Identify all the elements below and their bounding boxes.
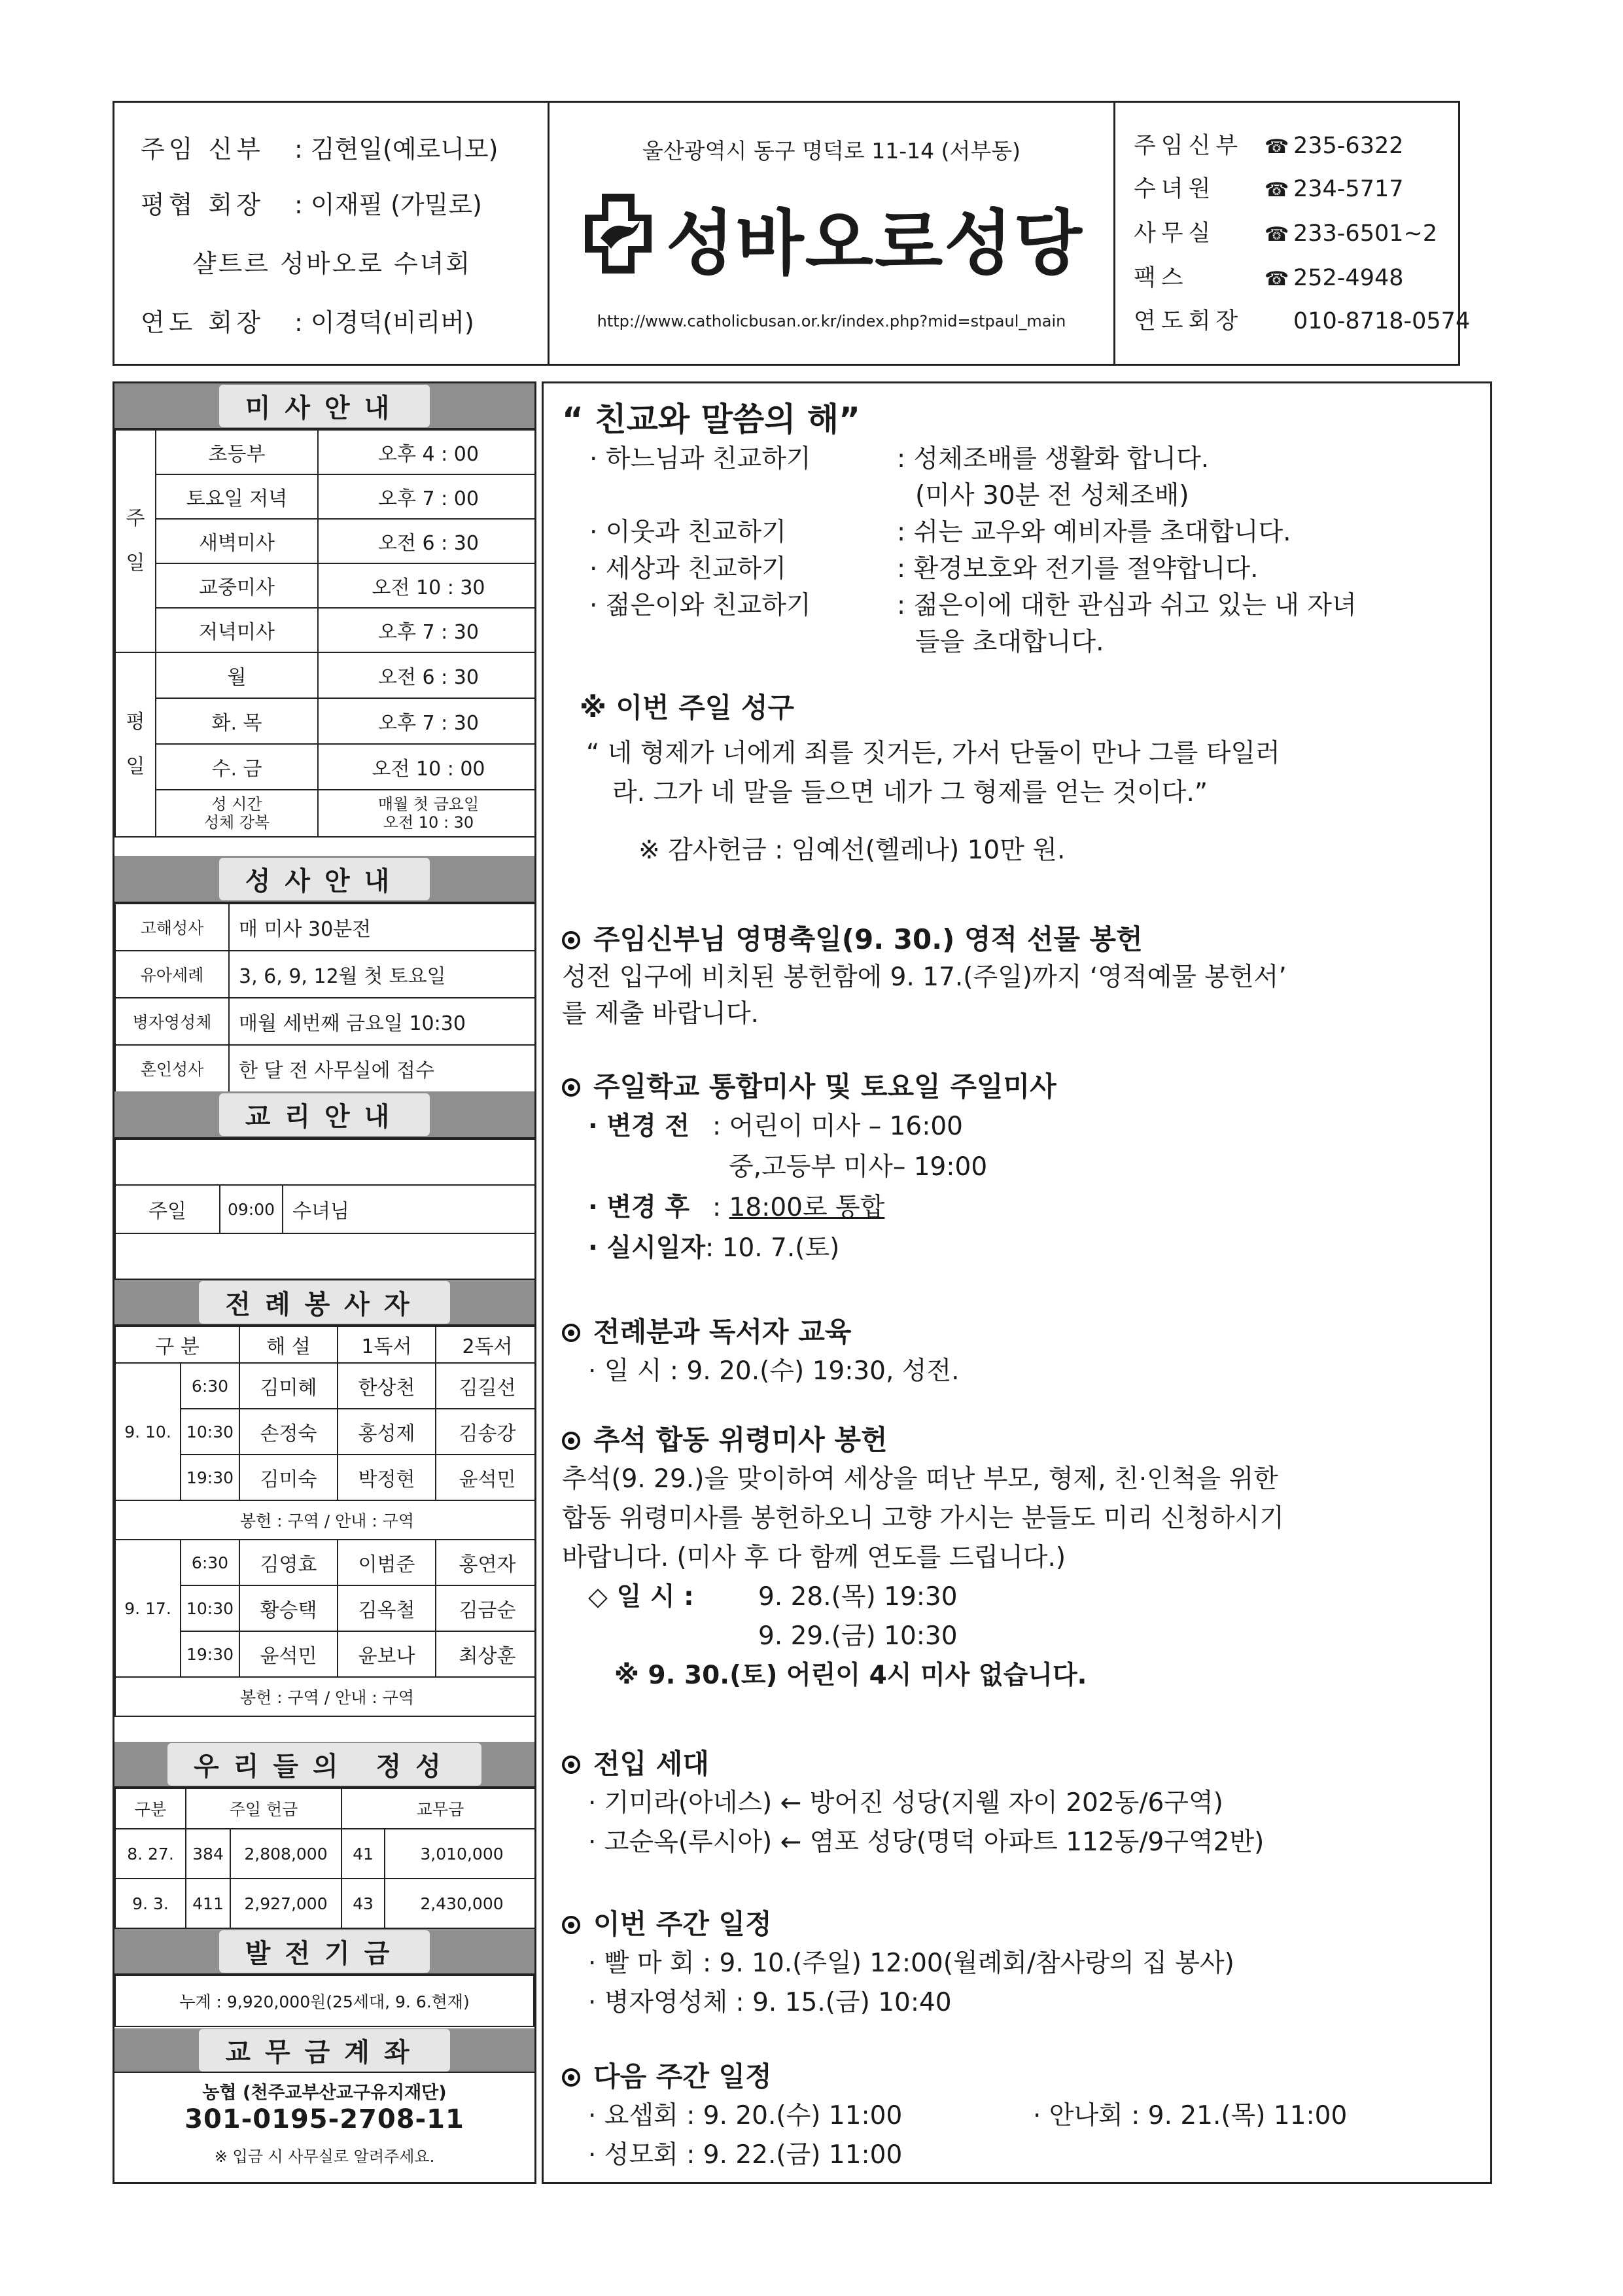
- header-religious-order: 샬트르 성바오로 수녀회: [192, 249, 472, 278]
- table-row: 봉헌 : 구역 / 안내 : 구역: [115, 1677, 536, 1716]
- servers-section-title: 전례봉사자: [199, 1281, 449, 1324]
- phone-icon: ☎: [1265, 179, 1289, 202]
- table-row: 화. 목 오후 7 : 30: [115, 698, 536, 744]
- header-prayer-row: 연도 회장 : 이경덕(비리버): [141, 308, 474, 337]
- fellowship-line: (미사 30분 전 성체조배): [915, 481, 1189, 510]
- church-name: 성바오로성당: [666, 203, 1083, 285]
- table-row: 평일 월 오전 6 : 30: [115, 652, 536, 698]
- phone-icon: ☎: [1265, 135, 1289, 158]
- this-week-section: 이번 주간 일정 · 빨 마 회 : 9. 10.(주일) 12:00(월례회/참사랑의 집 봉사) · 병자영성체 : 9. 15.(금) 10:40: [544, 1905, 1490, 2022]
- header-pastor-row: 주임 신부 : 김현일(예로니모): [141, 135, 498, 164]
- church-address: 울산광역시 동구 명덕로 11-14 (서부동): [642, 138, 1021, 164]
- account-section-bar: [114, 2028, 534, 2073]
- header-contacts-panel: [1115, 103, 1471, 364]
- table-row: [115, 1139, 536, 1185]
- school-mass-section: 주일학교 통합미사 및 토요일 주일미사 · 변경 전 : 어린이 미사 – 16:00 중,고등부 미사– 19:00 · 변경 후 : 18:00로 통합 · 실시일자: 10. 7.(토): [544, 1067, 1490, 1269]
- verse-line: “ 네 형제가 너에게 죄를 짓거든, 가서 단둘이 만나 그를 타일러: [586, 739, 1280, 768]
- announcements-panel: [542, 381, 1492, 2184]
- table-row: 10:30 황승택 김옥철 김금순: [115, 1585, 536, 1631]
- header-title-panel: [550, 103, 1115, 364]
- table-row: 구분 주일 헌금 교무금: [115, 1788, 536, 1829]
- table-row: 저녁미사 오후 7 : 30: [115, 608, 536, 652]
- bullet-icon: [562, 1324, 580, 1342]
- table-row: 10:30 손정숙 홍성제 김송강: [115, 1409, 536, 1455]
- contact-row: 주임신부 ☎ 235-6322: [1134, 133, 1404, 159]
- thanks-offering: ※ 감사헌금 : 임예선(헬레나) 10만 원.: [638, 836, 1066, 865]
- verse-section: [544, 688, 1490, 870]
- servers-table: [114, 1326, 536, 1717]
- sacraments-table: [114, 903, 536, 1093]
- bullet-icon: [562, 1916, 580, 1934]
- lector-training-section: 전례분과 독서자 교육 · 일 시 : 9. 20.(수) 19:30, 성전.: [544, 1313, 1490, 1391]
- newcomers-section: 전입 세대 · 기미라(아네스) ← 방어진 성당(지웰 자이 202동/6구역) · 고순옥(루시아) ← 염포 성당(명덕 아파트 112동/9구역2반): [544, 1744, 1490, 1862]
- year-theme-section: [544, 398, 1490, 661]
- sacraments-section-title: 성사안내: [219, 858, 430, 900]
- table-row: 19:30 윤석민 윤보나 최상훈: [115, 1631, 536, 1677]
- contact-row: 팩스 ☎ 252-4948: [1134, 265, 1404, 291]
- catechism-section-bar: [114, 1091, 534, 1139]
- contact-row: 연도회장 010-8718-0574: [1134, 308, 1471, 334]
- mass-section-title: 미사안내: [219, 385, 430, 427]
- fellowship-line: · 하느님과 친교하기 : 성체조배를 생활화 합니다.: [589, 444, 1210, 474]
- account-bank: 농협 (천주교부산교구유지재단): [202, 2083, 447, 2103]
- account-number: 301-0195-2708-11: [184, 2104, 464, 2134]
- fund-section-title: 발전기금: [219, 1930, 430, 1973]
- table-row: 구 분 해 설 1독서 2독서: [115, 1326, 536, 1363]
- year-theme-title: “ 친교와 말씀의 해”: [562, 400, 861, 438]
- fellowship-line: · 세상과 친교하기 : 환경보호와 전기를 절약합니다.: [589, 554, 1259, 584]
- table-row: 혼인성사 한 달 전 사무실에 접수: [115, 1045, 536, 1092]
- verse-line: 라. 그가 네 말을 들으면 네가 그 형제를 얻는 것이다.”: [612, 778, 1208, 807]
- church-url[interactable]: http://www.catholicbusan.or.kr/index.php?mid=stpaul_main: [597, 312, 1066, 330]
- bullet-icon: [562, 1078, 580, 1097]
- sunday-label: 주일: [115, 430, 156, 652]
- bullet-icon: [562, 1432, 580, 1450]
- table-row: 토요일 저녁 오후 7 : 00: [115, 474, 536, 519]
- table-row: 주일 09:00 수녀님: [115, 1185, 536, 1233]
- table-row: 병자영성체 매월 세번째 금요일 10:30: [115, 998, 536, 1045]
- mass-section-bar: [114, 383, 534, 429]
- table-row: 9. 10. 6:30 김미혜 한상천 김길선: [115, 1363, 536, 1409]
- bullet-icon: [562, 2068, 580, 2087]
- fund-table: [114, 1975, 534, 2027]
- servers-section-bar: [114, 1280, 534, 1326]
- weekday-label: 평일: [115, 652, 156, 837]
- contact-row: 수녀원 ☎ 234-5717: [1134, 176, 1404, 202]
- church-logo-icon: [582, 191, 654, 276]
- phone-icon: ☎: [1265, 223, 1289, 246]
- offering-section-title: 우리들의 정성: [167, 1743, 481, 1786]
- bullet-icon: [562, 1756, 580, 1774]
- table-row: 새벽미사 오전 6 : 30: [115, 519, 536, 563]
- table-row: 유아세례 3, 6, 9, 12월 첫 토요일: [115, 951, 536, 998]
- info-sidebar: [113, 381, 536, 2184]
- account-note: ※ 입금 시 사무실로 알려주세요.: [214, 2147, 435, 2166]
- fellowship-line: 들을 초대합니다.: [915, 627, 1104, 657]
- fellowship-line: · 젊은이와 친교하기 : 젊은이에 대한 관심과 쉬고 있는 내 자녀: [589, 591, 1357, 620]
- table-row: 고해성사 매 미사 30분전: [115, 904, 536, 951]
- account-section-title: 교무금계좌: [199, 2029, 449, 2072]
- table-row: 봉헌 : 구역 / 안내 : 구역: [115, 1500, 536, 1540]
- offering-section-bar: [114, 1742, 534, 1788]
- table-row: 성 시간 성체 강복 매월 첫 금요일 오전 10 : 30: [115, 790, 536, 837]
- memorial-mass-section: 추석 합동 위령미사 봉헌 추석(9. 29.)을 맞이하여 세상을 떠난 부모, 형제, 친·인척을 위한 합동 위령미사를 봉헌하오니 고향 가시는 분들도 미리 신청하시기 바랍니다. (미사 후 다 함께 연도를 드립니다.) ◇ 일 시 : 9. 28.(목) 19:30 9. 29.(금) 10:30 ※ 9. 30.(토) 어린이 4시 미사 없습니다.: [562, 1424, 1284, 1690]
- catechism-section-title: 교리안내: [219, 1093, 430, 1136]
- bullet-icon: [562, 931, 580, 949]
- header-council-row: 평협 회장 : 이재필 (가밀로): [141, 190, 482, 219]
- table-row: 8. 27. 384 2,808,000 41 3,010,000: [115, 1829, 536, 1879]
- phone-icon: ☎: [1265, 268, 1289, 291]
- next-week-section: 다음 주간 일정 · 요셉회 : 9. 20.(수) 11:00 · 안나회 : 9. 21.(목) 11:00 · 성모회 : 9. 22.(금) 11:00: [544, 2057, 1490, 2175]
- table-row: 19:30 김미숙 박정현 윤석민: [115, 1455, 536, 1500]
- table-row: [115, 1975, 534, 2026]
- table-row: 교중미사 오전 10 : 30: [115, 563, 536, 608]
- catechism-table: [114, 1139, 536, 1280]
- table-row: [115, 1233, 536, 1279]
- table-row: 수. 금 오전 10 : 00: [115, 744, 536, 790]
- mass-schedule-table: [114, 429, 536, 838]
- sacraments-section-bar: [114, 856, 534, 903]
- fund-total: 누계 : 9,920,000원(25세대, 9. 6.현재): [115, 1975, 534, 2026]
- header-staff-panel: [114, 103, 550, 364]
- verse-title: ※ 이번 주일 성구: [580, 692, 795, 724]
- table-row: 주일 초등부 오후 4 : 00: [115, 430, 536, 474]
- fund-section-bar: [114, 1929, 534, 1975]
- offering-table: [114, 1788, 536, 1929]
- bulletin-header: [113, 101, 1471, 366]
- table-row: 9. 3. 411 2,927,000 43 2,430,000: [115, 1879, 536, 1928]
- fellowship-line: · 이웃과 친교하기 : 쉬는 교우와 예비자를 초대합니다.: [589, 518, 1291, 547]
- feast-section: 주임신부님 영명축일(9. 30.) 영적 선물 봉헌 성전 입구에 비치된 봉헌함에 9. 17.(주일)까지 ‘영적예물 봉헌서’ 를 제출 바랍니다.: [562, 923, 1287, 1029]
- contact-row: 사무실 ☎ 233-6501~2: [1134, 221, 1438, 247]
- table-row: 9. 17. 6:30 김영효 이범준 홍연자: [115, 1540, 536, 1585]
